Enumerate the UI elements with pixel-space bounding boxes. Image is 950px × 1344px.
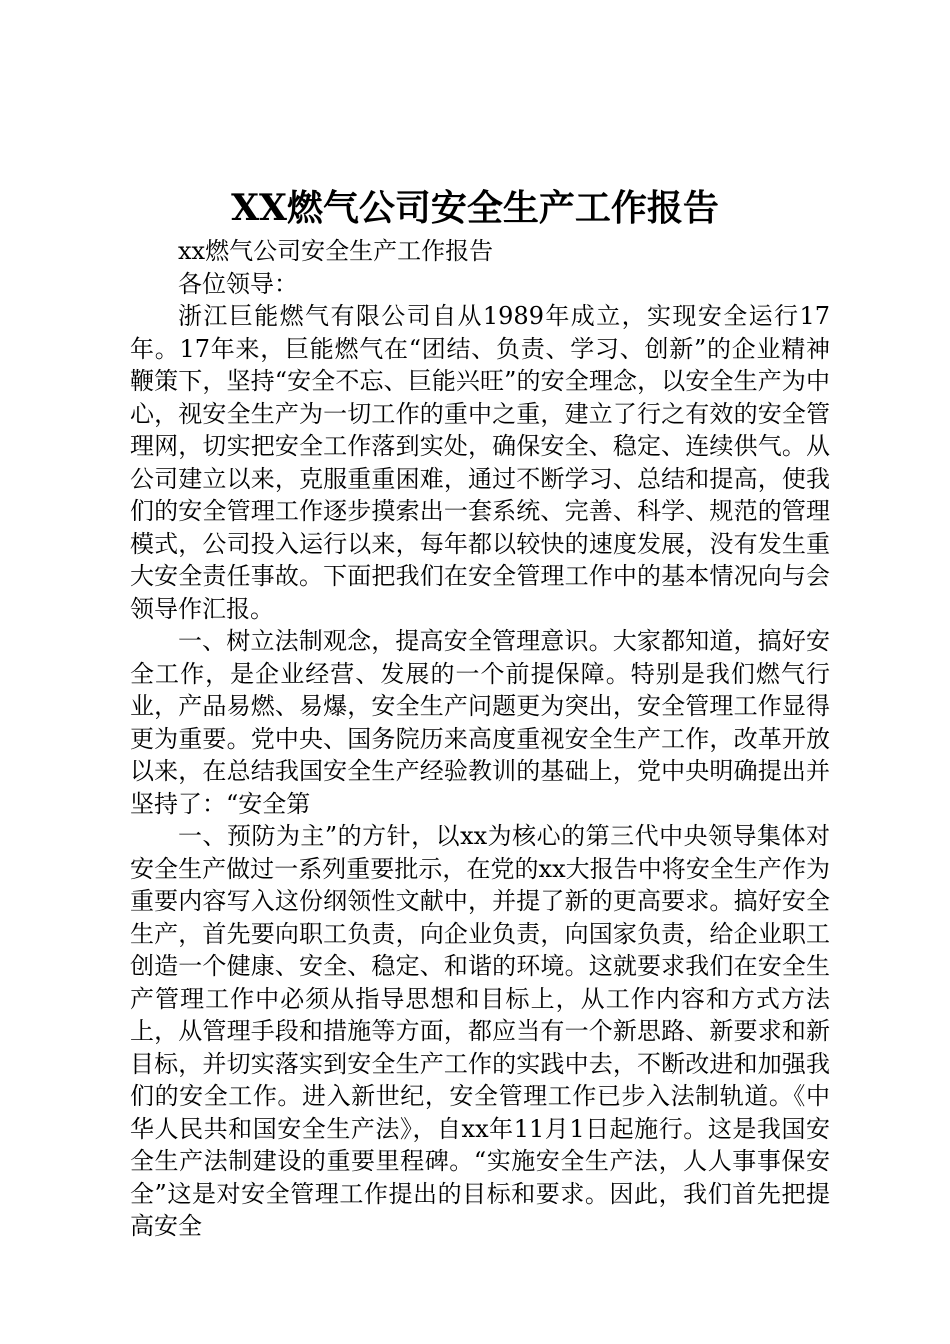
subtitle-paragraph: xx燃气公司安全生产工作报告 — [178, 237, 494, 265]
document-title: XX燃气公司安全生产工作报告 — [231, 187, 719, 229]
document-body — [130, 235, 830, 1243]
continuation-paragraph: 一、预防为主”的方针，以xx为核心的第三代中央领导集体对安全生产做过一系列重要批示，在党的xx大报告中将安全生产作为重要内容写入这份纲领性文献中，并提了新的更高要求。搞好安全生产，首先要向职工负责，向企业负责，向国家负责，给企业职工创造一个健康、安全、稳定、和谐的环境。这就要求我们在安全生产管理工作中必须从指导思想和目标上，从工作内容和方式方法上，从管理手段和措施等方面，都应当有一个新思路、新要求和新目标，并切实落实到安全生产工作的实践中去，不断改进和加强我们的安全工作。进入新世纪，安全管理工作已步入法制轨道。《中华人民共和国安全生产法》，自xx年11月1日起施行。这是我国安全生产法制建设的重要里程碑。“实施安全生产法，人人事事保安全”这是对安全管理工作提出的目标和要求。因此，我们首先把提高安全 — [130, 822, 830, 1240]
salutation-paragraph: 各位领导： — [178, 269, 298, 298]
intro-paragraph: 浙江巨能燃气有限公司自从1989年成立，实现安全运行17年。17年来，巨能燃气在“团结、负责、学习、创新”的企业精神鞭策下，坚持“安全不忘、巨能兴旺”的安全理念，以安全生产为中心，视安全生产为一切工作的重中之重，建立了行之有效的安全管理网，切实把安全工作落到实处，确保安全、稳定、连续供气。从公司建立以来，克服重重困难，通过不断学习、总结和提高，使我们的安全管理工作逐步摸索出一套系统、完善、科学、规范的管理模式，公司投入运行以来，每年都以较快的速度发展，没有发生重大安全责任事故。下面把我们在安全管理工作中的基本情况向与会领导作汇报。 — [130, 302, 830, 623]
section-one-paragraph: 一、树立法制观念，提高安全管理意识。大家都知道，搞好安全工作，是企业经营、发展的一个前提保障。特别是我们燃气行业，产品易燃、易爆，安全生产问题更为突出，安全管理工作显得更为重要。党中央、国务院历来高度重视安全生产工作，改革开放以来，在总结我国安全生产经验教训的基础上，党中央明确提出并坚持了：“安全第 — [130, 627, 830, 818]
